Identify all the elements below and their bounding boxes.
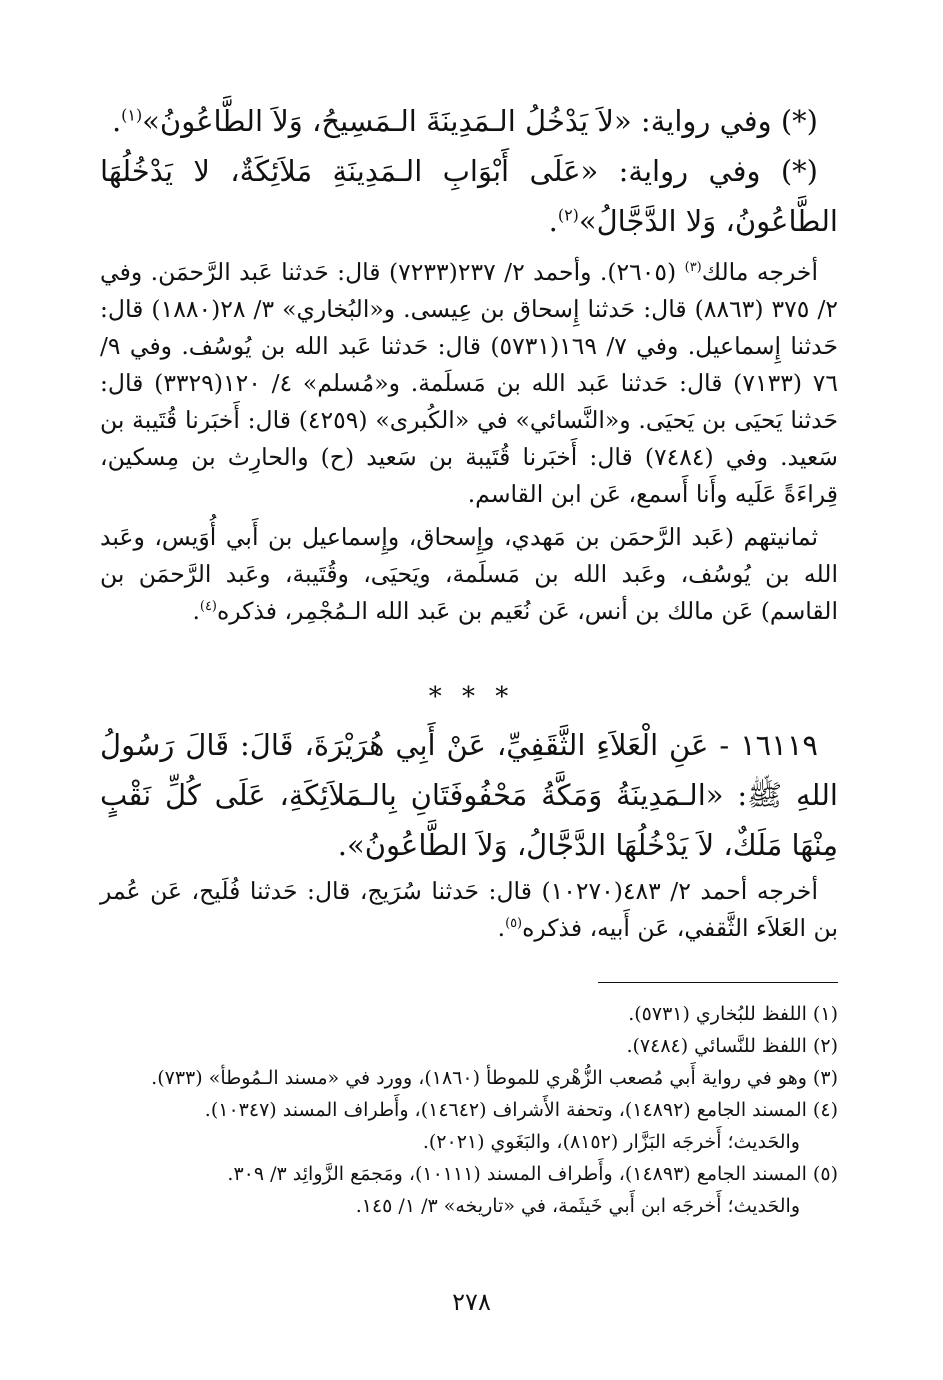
footnote-3: (٣) وهو في رواية أَبي مُصعب الزُّهْري للموطأ (١٨٦٠)، وورد في «مسند الـمُوطأ» (٧٣٣). <box>151 1067 838 1089</box>
section-separator: * * * <box>428 682 515 712</box>
hadith-main <box>100 720 838 870</box>
hadith-16119: ١٦١١٩ - عَنِ الْعَلاَءِ الثَّقَفِيِّ، عَنْ أَبِي هُرَيْرَةَ، قَالَ: قَالَ رَسُولُ اللهِ ﷺ: «الـمَدِينَةُ وَمَكَّةُ مَحْفُوفَتَانِ بِالـمَلاَئِكَةِ، عَلَى كُلِّ نَقْبٍ مِنْهَا مَلَكٌ، لاَ يَدْخُلُهَا الدَّجَّالُ، وَلاَ الطَّاعُونُ». <box>100 728 838 862</box>
takhrij-block-1 <box>100 254 838 630</box>
takhrij-paragraph-3: أخرجه أحمد ٢/ ٤٨٣(١٠٢٧٠) قال: حَدثنا سُرَيج، قال: حَدثنا فُلَيح، عَن عُمر بن العَلاَء الثَّقفي، عَن أَبيه، فذكره$^{(٥)}$. <box>100 877 838 942</box>
footnote-ref-3[interactable]: (٣) <box>684 260 702 276</box>
footnotes <box>100 998 838 1222</box>
hadith-variant-1: (*) وفي رواية: «لاَ يَدْخُلُ الـمَدِينَةَ الـمَسِيحُ، وَلاَ الطَّاعُونُ»$^{(١)}$. <box>111 104 818 138</box>
takhrij-paragraph-2: ثمانيتهم (عَبد الرَّحمَن بن مَهدي، وإِسحاق، وإِسماعيل بن أَبي أُوَيس، وعَبد الله بن يُوسُف، وعَبد الله بن مَسلَمة، ويَحيَى، وقُتَيبة، وعَبد الرَّحمَن بن القاسم) عَن مالك بن أنس، عَن نُعَيم بن عَبد الله الـمُجْمِر، فذكره$^{(٤)}$. <box>100 523 838 625</box>
footnote-1: (١) اللفظ للبُخاري (٥٧٣١). <box>628 1003 838 1025</box>
footnote-4-continuation: والحَديث؛ أَخرجَه البَزَّار (٨١٥٢)، والبَغَوي (٢٠٢١). <box>422 1131 800 1153</box>
footnote-divider <box>598 982 838 983</box>
footnote-ref-4[interactable]: (٤) <box>199 599 217 615</box>
takhrij-paragraph-1: أخرجه مالك$^{(٣)}$ (٢٦٠٥). وأحمد ٢/ ٢٣٧(٧٢٣٣) قال: حَدثنا عَبد الرَّحمَن. وفي ٢/ ٣٧٥ (٨٨٦٣) قال: حَدثنا إِسحاق بن عِيسى. و«البُخاري» ٣/ ٢٨(١٨٨٠) قال: حَدثنا إِسماعيل. وفي ٧/ ١٦٩(٥٧٣١) قال: حَدثنا عَبد الله بن يُوسُف. وفي ٩/ ٧٦ (٧١٣٣) قال: حَدثنا عَبد الله بن مَسلَمة. و«مُسلم» ٤/ ١٢٠(٣٣٢٩) قال: حَدثنا يَحيَى بن يَحيَى. و«النَّسائي» في «الكُبرى» (٤٢٥٩) قال: أَخبَرنا قُتَيبة بن سَعيد. وفي (٧٤٨٤) قال: أَخبَرنا قُتَيبة بن سَعيد (ح) والحارِث بن مِسكين، قِراءَةً عَلَيه وأَنا أَسمع، عَن ابن القاسم. <box>100 258 839 508</box>
footnote-ref-1[interactable]: (١) <box>121 105 143 125</box>
footnote-2: (٢) اللفظ للنَّسائي (٧٤٨٤). <box>626 1035 838 1057</box>
footnote-ref-2[interactable]: (٢) <box>557 205 579 225</box>
footnote-ref-5[interactable]: (٥) <box>505 916 523 932</box>
footnote-5: (٥) المسند الجامع (١٤٨٩٣)، وأَطراف المسند (١٠١١١)، ومَجمَع الزَّوائِد ٣/ ٣٠٩. <box>227 1163 838 1185</box>
page-number: ٢٧٨ <box>452 1288 491 1316</box>
takhrij-block-2 <box>100 873 838 947</box>
hadith-variants <box>100 96 838 246</box>
footnote-4: (٤) المسند الجامع (١٤٨٩٢)، وتحفة الأَشراف (١٤٦٤٢)، وأَطراف المسند (١٠٣٤٧). <box>204 1099 838 1121</box>
footnote-5-continuation: والحَديث؛ أَخرجَه ابن أَبي خَيثَمة، في «تاريخه» ٣/ ١/ ١٤٥. <box>355 1195 800 1217</box>
hadith-variant-2: (*) وفي رواية: «عَلَى أَبْوَابِ الـمَدِينَةِ مَلاَئِكَةٌ، لا يَدْخُلُهَا الطَّاعُونُ، وَلا الدَّجَّالُ»$^{(٢)}$. <box>100 154 838 238</box>
